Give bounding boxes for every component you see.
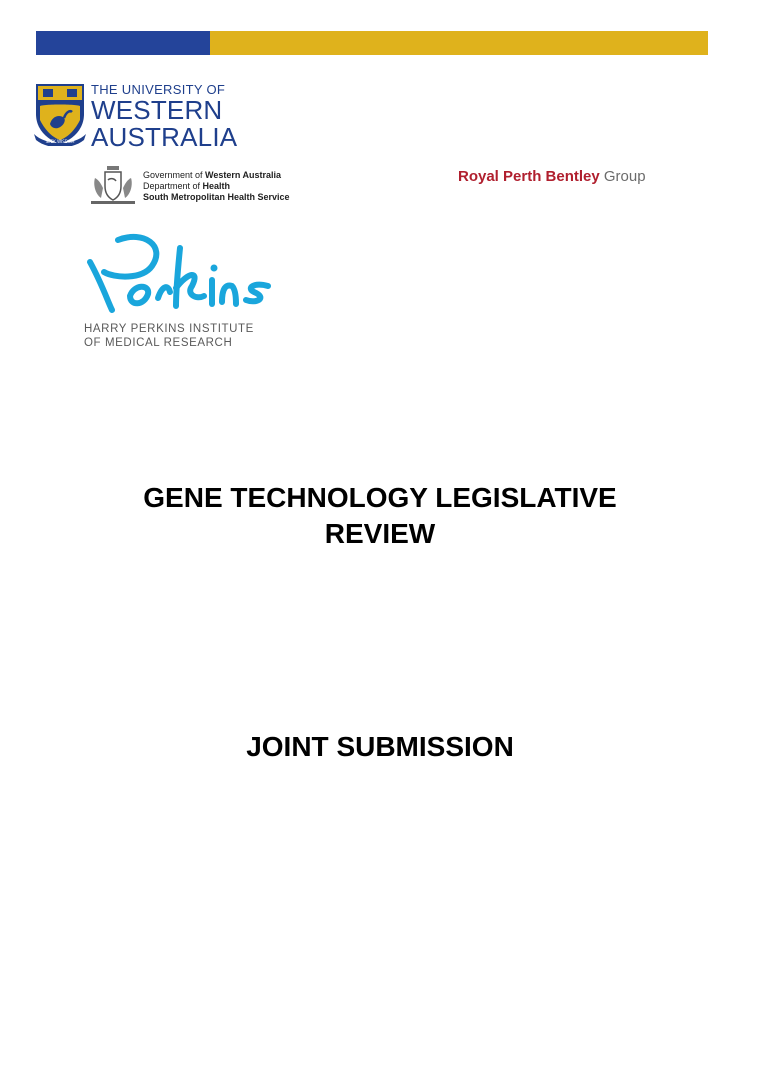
gov-line1: Government of Western Australia [143,170,282,180]
uwa-crest-icon [32,80,88,146]
uwa-logo [32,80,238,152]
uwa-line2: WESTERN [91,95,223,125]
header-band-blue [36,31,210,55]
coat-of-arms-icon [87,164,139,206]
rpbg-bold-text: Royal Perth Bentley [458,168,600,185]
document-subtitle: JOINT SUBMISSION [246,731,514,762]
gov-line3: South Metropolitan Health Service [143,192,290,202]
rpbg-logo [458,168,646,185]
uwa-line1: THE UNIVERSITY OF [91,82,226,97]
perkins-line2: OF MEDICAL RESEARCH [84,337,233,349]
gov-wa-health-logo [87,164,327,206]
perkins-logo [84,232,284,352]
document-title [0,480,760,552]
rpbg-light-text: Group [603,168,646,185]
uwa-crest-motto: SEEK WISDOM [45,139,75,144]
perkins-signature-icon [84,232,284,320]
gov-line2: Department of Health [143,181,231,191]
uwa-line3: AUSTRALIA [91,122,238,152]
perkins-line1: HARRY PERKINS INSTITUTE [84,323,254,335]
document-title-line2: REVIEW [324,518,436,549]
header-band-gold [210,31,708,55]
document-title-line1: GENE TECHNOLOGY LEGISLATIVE [143,482,617,513]
